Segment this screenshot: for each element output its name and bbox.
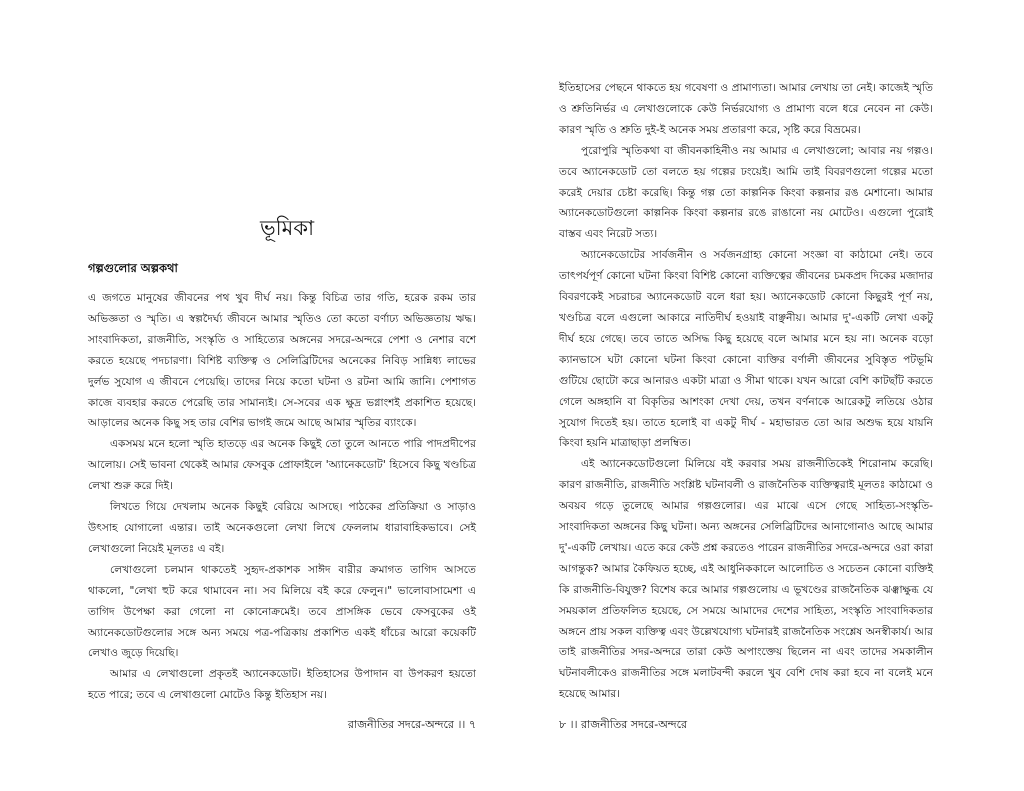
section-heading: গল্পগুলোর অল্পকথা	[88, 261, 178, 275]
page-footer-folio: রাজনীতির সদরে-অন্দরে ।। ৭	[347, 718, 476, 731]
page-footer-folio: ৮ ।। রাজনীতির সদরে-অন্দরে	[559, 718, 688, 731]
body-paragraph: লেখাগুলো চলমান থাকতেই সুহৃদ-প্রকাশক সাঈদ বারীর ক্রমাগত তাগিদ আসতে থাকলো, "লেখা হুট করে থামাবেন না। সব মিলিয়ে বই করে ফেলুন।" ভালোবাসামেশা এ তাগিদ উপেক্ষা করা গেলো না কোনোক্রমেই। তবে প্রাসঙ্গিক ভেবে ফেসবুকের ওই অ্যানেকডোটগুলোর সঙ্গে অন্য সময়ে পত্র-পত্রিকায় প্রকাশিত একই ধাঁচের আরো কয়েকটি লেখাও জুড়ে দিয়েছি।	[88, 563, 476, 660]
body-paragraph: এ জগতে মানুষের জীবনের পথ খুব দীর্ঘ নয়। কিন্তু বিচিত্র তার গতি, হরেক রকম তার অভিজ্ঞতা ও স্মৃতি। এ স্বল্পদৈর্ঘ্য জীবনে আমার স্মৃতিও তো কতো বর্ণাঢ্য অভিজ্ঞতায় ঋদ্ধ। সাংবাদিকতা, রাজনীতি, সংস্কৃতি ও সাহিত্যের অঙ্গনের সদরে-অন্দরে পেশা ও নেশার বশে করতে হয়েছে পদচারণা। বিশিষ্ট ব্যক্তিত্ব ও সেলিব্রিটিদের অনেকের নিবিড় সান্নিধ্য লাভের দুর্লভ সুযোগ এ জীবনে পেয়েছি। তাদের নিয়ে কতো ঘটনা ও রটনা আমি জানি। পেশাগত কাজে ব্যবহার করতে পেরেছি তার সামান্যই। সে-সবের এক ক্ষুদ্র ভগ্নাংশই প্রকাশিত হয়েছে। আড়ালের অনেক কিছু সহ তার বেশির ভাগই জমে আছে আমার স্মৃতির ব্যাংকে।	[88, 292, 476, 430]
body-paragraph: পুরোপুরি স্মৃতিকথা বা জীবনকাহিনীও নয় আমার এ লেখাগুলো; আবার নয় গল্পও। তবে অ্যানেকডোট তো বলতে হয় গল্পের ঢংয়েই। আমি তাই বিবরণগুলো গল্পের মতো করেই দেয়ার চেষ্টা করেছি। কিন্তু গল্প তো কাল্পনিক কিংবা কল্পনার রঙ মেশানো। আমার অ্যানেকডোটগুলো কাল্পনিক কিংবা কল্পনার রঙে রাঙানো নয় মোটেও। এগুলো পুরোই বাস্তব এবং নিরেট সত্য।	[559, 144, 933, 241]
body-paragraph: এই অ্যানেকডোটগুলো মিলিয়ে বই করবার সময় রাজনীতিকেই শিরোনাম করেছি। কারণ রাজনীতি, রাজনীতি সংশ্লিষ্ট ঘটনাবলী ও রাজনৈতিক ব্যক্তিত্বরাই মূলতঃ কাঠামো ও অবয়ব গড়ে তুলেছে আমার গল্পগুলোর। এর মাঝে এসে গেছে সাহিত্য-সংস্কৃতি-সাংবাদিকতা অঙ্গনের কিছু ঘটনা। অন্য অঙ্গনের সেলিব্রিটিদের আনাগোনাও আছে আমার দু'-একটি লেখায়। এতে করে কেউ প্রশ্ন করতেও পারেন রাজনীতির সদরে-অন্দরে ওরা কারা আগন্তুক? আমার কৈফিয়ত হচ্ছে, এই আধুনিককালে আলোচিত ও সচেতন কোনো ব্যক্তিই কি রাজনীতি-বিযুক্ত? বিশেষ করে আমার গল্পগুলোয় এ ভূখণ্ডের রাজনৈতিক ঝঞ্ঝাক্ষুব্ধ যে সময়কাল প্রতিফলিত হয়েছে, সে সময়ে আমাদের দেশের সাহিত্য, সংস্কৃতি সাংবাদিকতার অঙ্গনে প্রায় সকল ব্যক্তিত্ব এবং উল্লেখযোগ্য ঘটনারই রাজনৈতিক সংশ্লেষ অনস্বীকার্য। আর তাই রাজনীতির সদর-অন্দরে তারা কেউ অপাংক্তেয় ছিলেন না এবং তাদের সমকালীন ঘটনাবলীকেও রাজনীতির সঙ্গে মলাটবন্দী করলে খুব বেশি দোষ করা হবে না বলেই মনে হয়েছে আমার।	[559, 458, 933, 701]
left-body-text	[88, 288, 476, 706]
body-paragraph: আমার এ লেখাগুলো প্রকৃতই অ্যানেকডোট। ইতিহাসের উপাদান বা উপকরণ হয়তো হতে পারে; তবে এ লেখাগুলো মোটেও কিন্তু ইতিহাস নয়।	[88, 668, 476, 702]
body-paragraph: অ্যানেকডোটের সার্বজনীন ও সর্বজনগ্রাহ্য কোনো সংজ্ঞা বা কাঠামো নেই। তবে তাৎপর্যপূর্ণ কোনো ঘটনা কিংবা বিশিষ্ট কোনো ব্যক্তিত্বের জীবনের চমকপ্রদ দিকের মজাদার বিবরণকেই সচরাচর অ্যানেকডোট বলে ধরা হয়। অ্যানেকডোট কোনো কিছুরই পূর্ণ নয়, খণ্ডচিত্র বলে এগুলো আকারে নাতিদীর্ঘ হওয়াই বাঞ্ছনীয়। আমার দু'-একটি লেখা একটু দীর্ঘ হয়ে গেছে। তবে তাতে অসিদ্ধ কিছু হয়েছে বলে আমার মনে হয় না। অনেক বড়ো ক্যানভাসে ঘটা কোনো ঘটনা কিংবা কোনো ব্যক্তির বর্ণালী জীবনের সুবিস্তৃত পটভূমি গুটিয়ে ছোটো করে আনারও একটা মাত্রা ও সীমা থাকে। যখন আরো বেশি কাটছাঁট করতে গেলে অঙ্গহানি বা বিকৃতির আশংকা দেখা দেয়, তখন বর্ণনাকে আরেকটু লতিয়ে ওঠার সুযোগ দিতেই হয়। তাতে হলোই বা একটু দীর্ঘ - মহাভারত তো আর অশুদ্ধ হয়ে যায়নি কিংবা হয়নি মাত্রাছাড়া প্রলম্বিত।	[559, 249, 933, 450]
right-body-text	[559, 78, 933, 705]
body-paragraph: লিখতে গিয়ে দেখলাম অনেক কিছুই বেরিয়ে আসছে। পাঠকের প্রতিক্রিয়া ও সাড়াও উৎসাহ যোগালো এন্তার। তাই অনেকগুলো লেখা লিখে ফেললাম ধারাবাহিকভাবে। সেই লেখাগুলো নিয়েই মূলতঃ এ বই।	[88, 501, 476, 555]
body-paragraph: ইতিহাসের পেছনে থাকতে হয় গবেষণা ও প্রামাণ্যতা। আমার লেখায় তা নেই। কাজেই স্মৃতি ও শ্রুতিনির্ভর এ লেখাগুলোকে কেউ নির্ভরযোগ্য ও প্রামাণ্য বলে ধরে নেবেন না কেউ। কারণ স্মৃতি ও শ্রুতি দুই-ই অনেক সময় প্রতারণা করে, সৃষ্টি করে বিভ্রমের।	[559, 82, 933, 136]
body-paragraph: একসময় মনে হলো স্মৃতি হাতড়ে এর অনেক কিছুই তো তুলে আনতে পারি পাদপ্রদীপের আলোয়। সেই ভাবনা থেকেই আমার ফেসবুক প্রোফাইলে 'অ্যানেকডোট' হিসেবে কিছু খণ্ডচিত্র লেখা শুরু করে দিই।	[88, 438, 476, 493]
chapter-title: ভূমিকা	[260, 216, 315, 240]
